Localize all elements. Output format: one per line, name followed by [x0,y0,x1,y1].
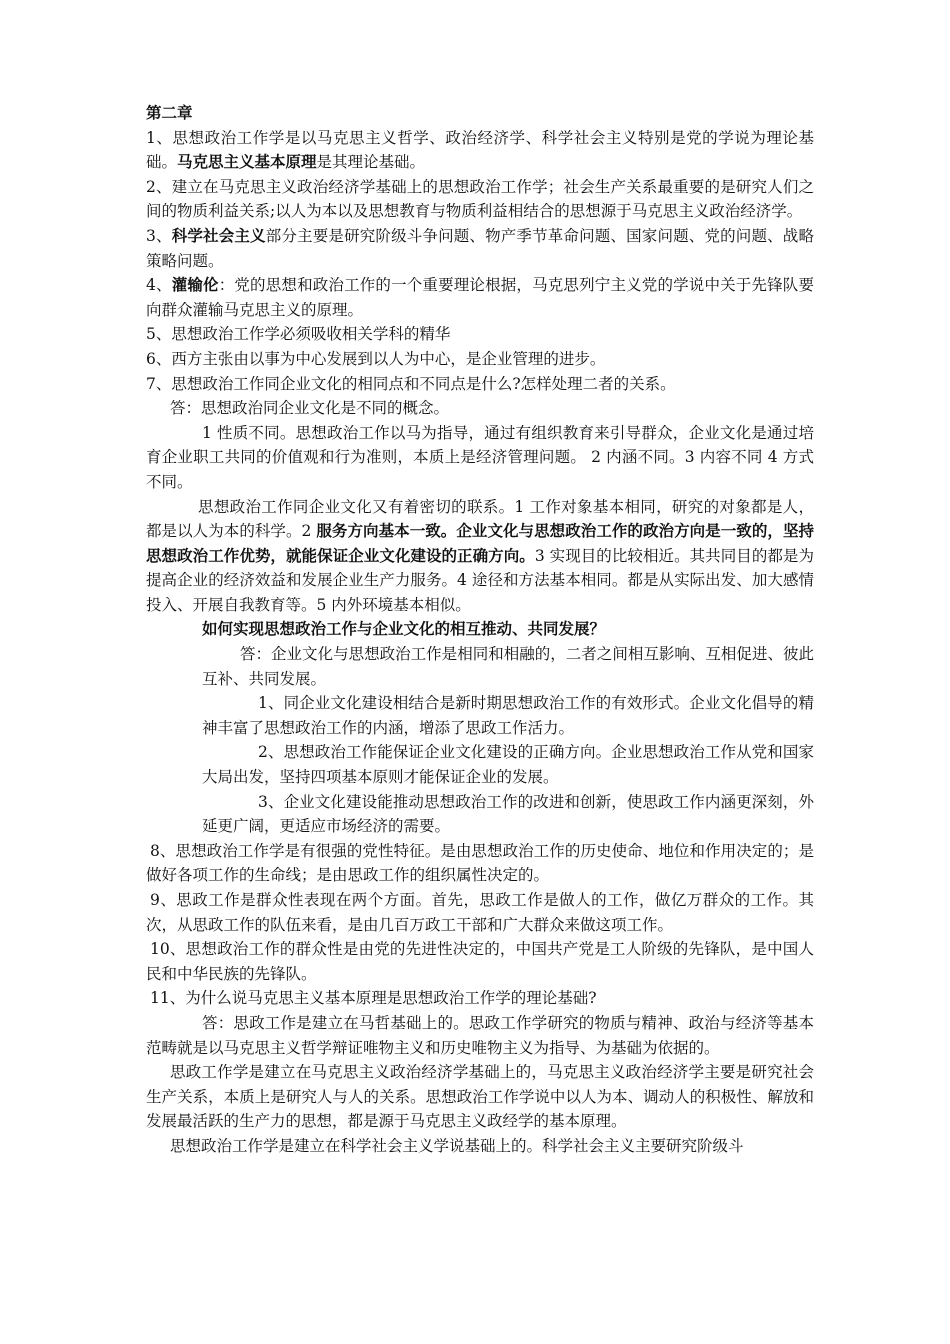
p1-tail: 是其理论基础。 [316,153,426,172]
paragraph-7-differences: 1 性质不同。思想政治工作以马为指导，通过有组织教育来引导群众，企业文化是通过培育企业职工共同的价值观和行为准则，本质上是经济管理问题。 2 内涵不同。3 内容不同 4 方式不同。 [146,423,814,491]
p1-text: 1、思想政治工作学是以马克思主义哲学、政治经济学、科学社会主义特别是党的学说为理论基础。 [146,128,814,172]
document-body [146,101,814,1159]
paragraph-11-economics: 思政工作学是建立在马克思主义政治经济学基础上的，马克思主义政治经济学主要是研究社会生产关系，本质上是研究人与人的关系。思想政治工作学说中以人为本、调动人的积极性、解放和发展最活跃的生产力的思想，都是源于马克思主义政经学的基本原理。 [146,1063,814,1131]
paragraph-8: 8、思想政治工作学是有很强的党性特征。是由思想政治工作的历史使命、地位和作用决定的；是做好各项工作的生命线；是由思政工作的组织属性决定的。 [146,841,814,885]
paragraph-3 [146,224,814,273]
paragraph-11-socialism: 思想政治工作学是建立在科学社会主义学说基础上的。科学社会主义主要研究阶级斗 [170,1136,744,1155]
p3-num: 3、 [146,226,172,245]
question-answer: 答：企业文化与思想政治工作是相同和相融的，二者之间相互影响、互相促进、彼此互补、共同发展。 [202,645,814,688]
answer-point-1: 1、同企业文化建设相结合是新时期思想政治工作的有效形式。企业文化倡导的精神丰富了思想政治工作的内涵，增添了思政工作活力。 [202,694,814,737]
paragraph-7-connections [146,495,814,618]
p4-num: 4、 [146,276,172,295]
paragraph-11: 11、为什么说马克思主义基本原理是思想政治工作学的理论基础? [150,989,597,1008]
p3-text: 部分主要是研究阶级斗争问题、物产季节革命问题、国家问题、党的问题、战略策略问题。 [146,226,814,270]
p7b-bold: 服务方向基本一致。企业文化与思想政治工作的政治方向是一致的，坚持思想政治工作优势，就能保证企业文化建设的正确方向。 [146,521,814,565]
p3-bold: 科学社会主义 [171,225,266,245]
paragraph-2: 2、建立在马克思主义政治经济学基础上的思想政治工作学；社会生产关系最重要的是研究人们之间的物质利益关系;以人为本以及思想教育与物质利益相结合的思想源于马克思主义政治经济学。 [146,177,814,221]
question-heading: 如何实现思想政治工作与企业文化的相互推动、共同发展？ [202,619,606,639]
paragraph-6: 6、西方主张由以事为中心发展到以人为中心，是企业管理的进步。 [146,349,606,368]
p7b-text: 思想政治工作同企业文化又有着密切的联系。1 工作对象基本相同，研究的对象都是人，都是以人为本的科学。2 [146,497,814,541]
paragraph-9: 9、思政工作是群众性表现在两个方面。首先，思政工作是做人的工作，做亿万群众的工作。其次，从思政工作的队伍来看，是由几百万政工干部和广大群众来做这项工作。 [146,891,814,934]
paragraph-7-answer: 答：思想政治同企业文化是不同的概念。 [170,399,450,418]
answer-point-3: 3、企业文化建设能推动思想政治工作的改进和创新，使思政工作内涵更深刻，外延更广阔，更适应市场经济的需要。 [202,792,814,836]
paragraph-4 [146,273,814,322]
paragraph-1 [146,126,814,175]
p1-bold: 马克思主义基本原理 [177,152,317,172]
paragraph-5: 5、思想政治工作学必须吸收相关学科的精华 [146,325,451,344]
p4-bold: 灌输伦 [171,275,219,295]
chapter-heading: 第二章 [146,103,193,122]
paragraph-11-answer: 答：思政工作是建立在马哲基础上的。思政工作学研究的物质与精神、政治与经济等基本范畴就是以马克思主义哲学辩证唯物主义和历史唯物主义为指导、为基础为依据的。 [146,1013,814,1057]
p4-text: ：党的思想和政治工作的一个重要理论根据，马克思列宁主义党的学说中关于先锋队要向群众灌输马克思主义的原理。 [146,276,814,319]
paragraph-7: 7、思想政治工作同企业文化的相同点和不同点是什么?怎样处理二者的关系。 [146,374,676,393]
answer-point-2: 2、思想政治工作能保证企业文化建设的正确方向。企业思想政治工作从党和国家大局出发，坚持四项基本原则才能保证企业的发展。 [202,743,814,787]
p7b-tail: 3 实现目的比较相近。其共同目的都是为提高企业的经济效益和发展企业生产力服务。4 途径和方法基本相同。都是从实际出发、加大感情投入、开展自我教育等。5 内外环境基本相似。 [146,546,814,614]
paragraph-10: 10、思想政治工作的群众性是由党的先进性决定的，中国共产党是工人阶级的先锋队，是中国人民和中华民族的先锋队。 [146,940,814,983]
